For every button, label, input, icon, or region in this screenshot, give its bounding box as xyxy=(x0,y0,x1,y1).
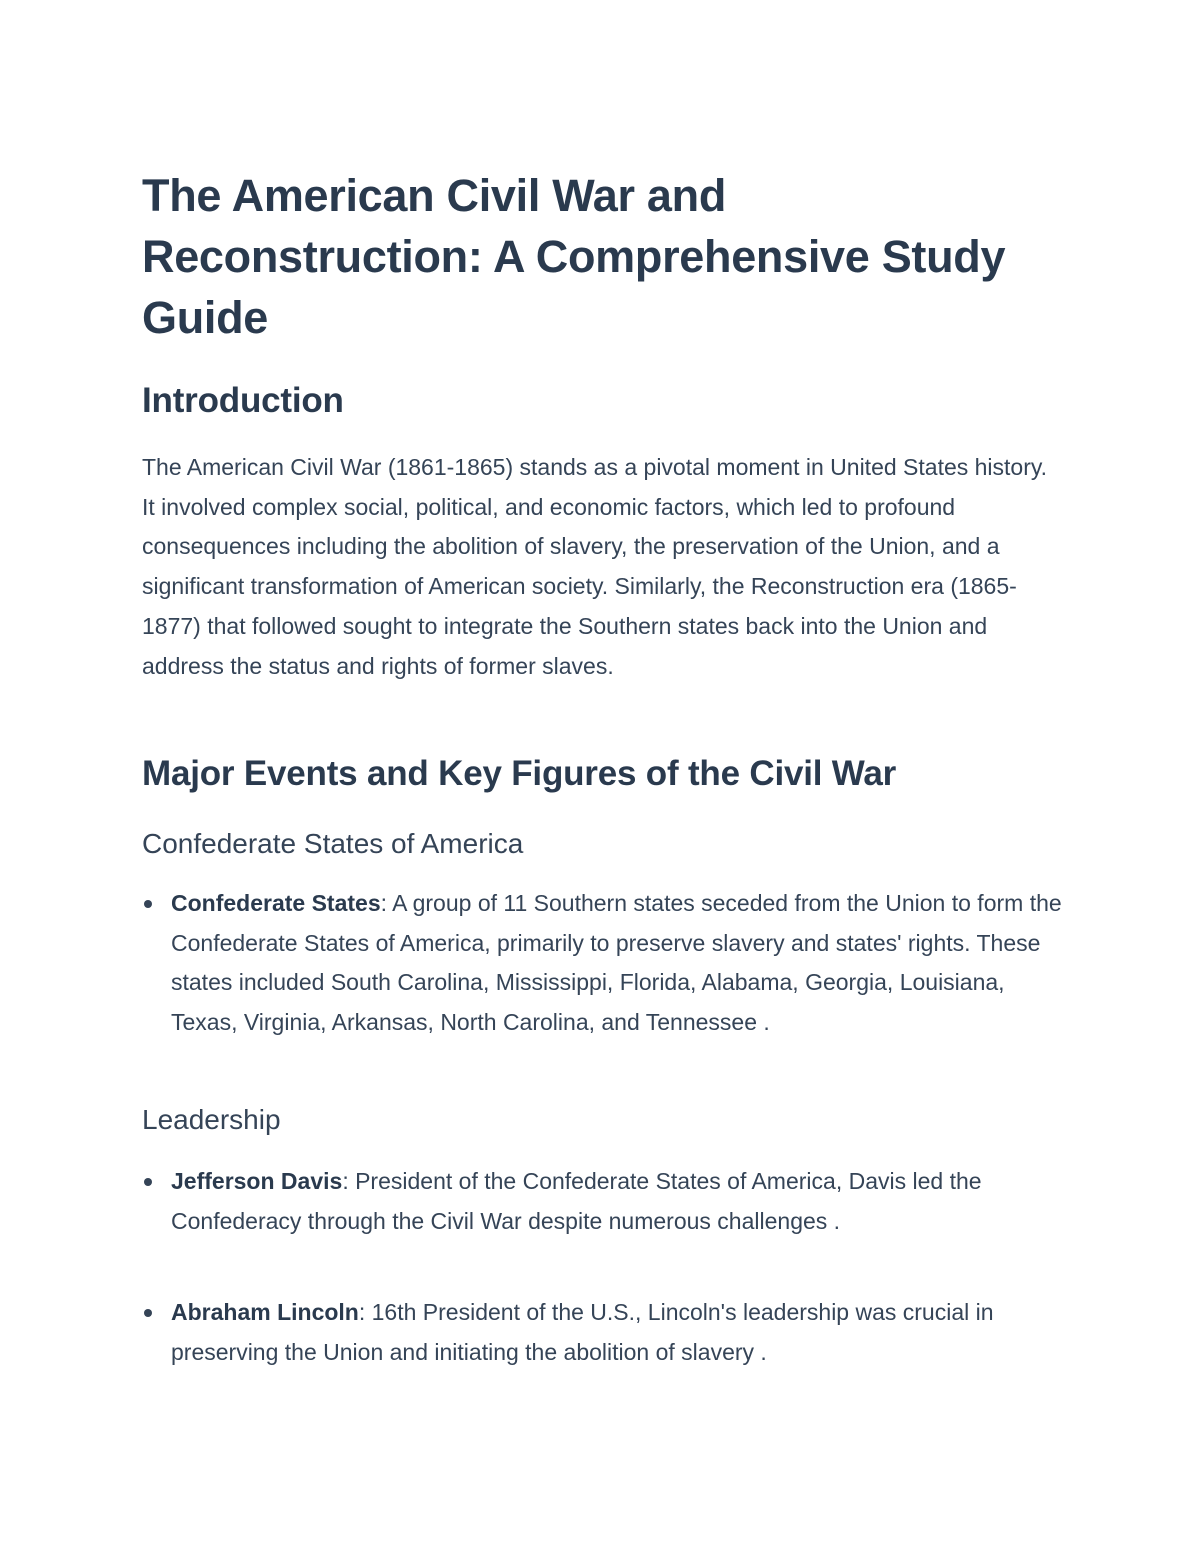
leadership-list xyxy=(142,1162,1062,1253)
bullet-icon xyxy=(144,900,152,908)
list-item-term: Abraham Lincoln xyxy=(171,1299,359,1325)
list-item-text: : President of the Confederate States of America, Davis led the Confederacy through the Civil War despite numerous challenges . xyxy=(171,1168,982,1234)
introduction-paragraph: The American Civil War (1861-1865) stands as a pivotal moment in United States history. It involved complex social, political, and economic factors, which led to profound consequences including the abolition of slavery, the preservation of the Union, and a significant transformation of American society. Similarly, the Reconstruction era (1865-1877) that followed sought to integrate the Southern states back into the Union and address the status and rights of former slaves. xyxy=(142,454,1048,679)
leadership-list-continued xyxy=(142,1293,1062,1372)
bullet-icon xyxy=(144,1178,152,1186)
bullet-icon xyxy=(144,1309,152,1317)
confederate-states-list xyxy=(142,884,1062,1043)
section-heading-introduction: Introduction xyxy=(142,381,344,420)
list-item-text: : A group of 11 Southern states seceded from the Union to form the Confederate States of America, primarily to preserve slavery and states' rights. These states included South Carolina, Mississippi, Florida, Alabama, Georgia, Louisiana, Texas, Virginia, Arkansas, North Carolina, and Tennessee . xyxy=(171,890,1062,1036)
list-item-term: Confederate States xyxy=(171,890,381,916)
section-heading-major-events: Major Events and Key Figures of the Civil War xyxy=(142,754,897,793)
subsection-heading-leadership: Leadership xyxy=(142,1104,281,1135)
document-title: The American Civil War and Reconstruction: A Comprehensive Study Guide xyxy=(142,170,1006,343)
list-item xyxy=(142,1293,1062,1372)
list-item-term: Jefferson Davis xyxy=(171,1168,343,1194)
list-item-text: : 16th President of the U.S., Lincoln's leadership was crucial in preserving the Union and initiating the abolition of slavery . xyxy=(171,1299,994,1365)
subsection-heading-confederate-states: Confederate States of America xyxy=(142,828,524,859)
list-item xyxy=(142,1162,1062,1241)
list-item xyxy=(142,884,1062,1043)
